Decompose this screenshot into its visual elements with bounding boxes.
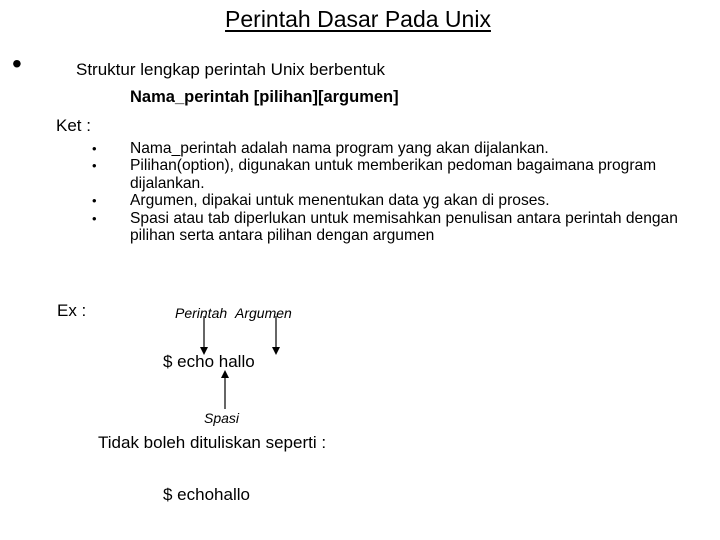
wrong-command: $ echohallo (163, 485, 250, 504)
command-syntax: Nama_perintah [pilihan][argumen] (130, 88, 399, 106)
argumen-label: Argumen (235, 305, 292, 321)
bullet-icon: • (92, 193, 97, 209)
slide-title: Perintah Dasar Pada Unix (225, 6, 491, 32)
explanation-item: • Spasi atau tab diperlukan untuk memisahkan penulisan antara perintah dengan pilihan serta antara pilihan dengan argumen (92, 209, 678, 245)
explanation-item: • Pilihan(option), digunakan untuk memberikan pedoman bagaimana program dijalankan. (92, 157, 657, 192)
example-label: Ex : (57, 301, 87, 320)
warning-text: Tidak boleh dituliskan seperti : (98, 433, 327, 452)
bullet-icon: • (92, 210, 97, 226)
bullet-icon: • (92, 158, 97, 174)
intro-text: Struktur lengkap perintah Unix berbentuk (76, 60, 386, 79)
ket-label: Ket : (56, 116, 91, 135)
spasi-label: Spasi (204, 410, 240, 426)
main-bullet-icon: • (12, 48, 22, 79)
perintah-label: Perintah (175, 305, 228, 321)
explanation-item: • Argumen, dipakai untuk menentukan data yg akan di proses. (92, 192, 550, 210)
explanation-item: • Nama_perintah adalah nama program yang akan dijalankan. (92, 140, 549, 157)
example-command: $ echo hallo (163, 352, 255, 371)
bullet-icon: • (92, 141, 97, 156)
